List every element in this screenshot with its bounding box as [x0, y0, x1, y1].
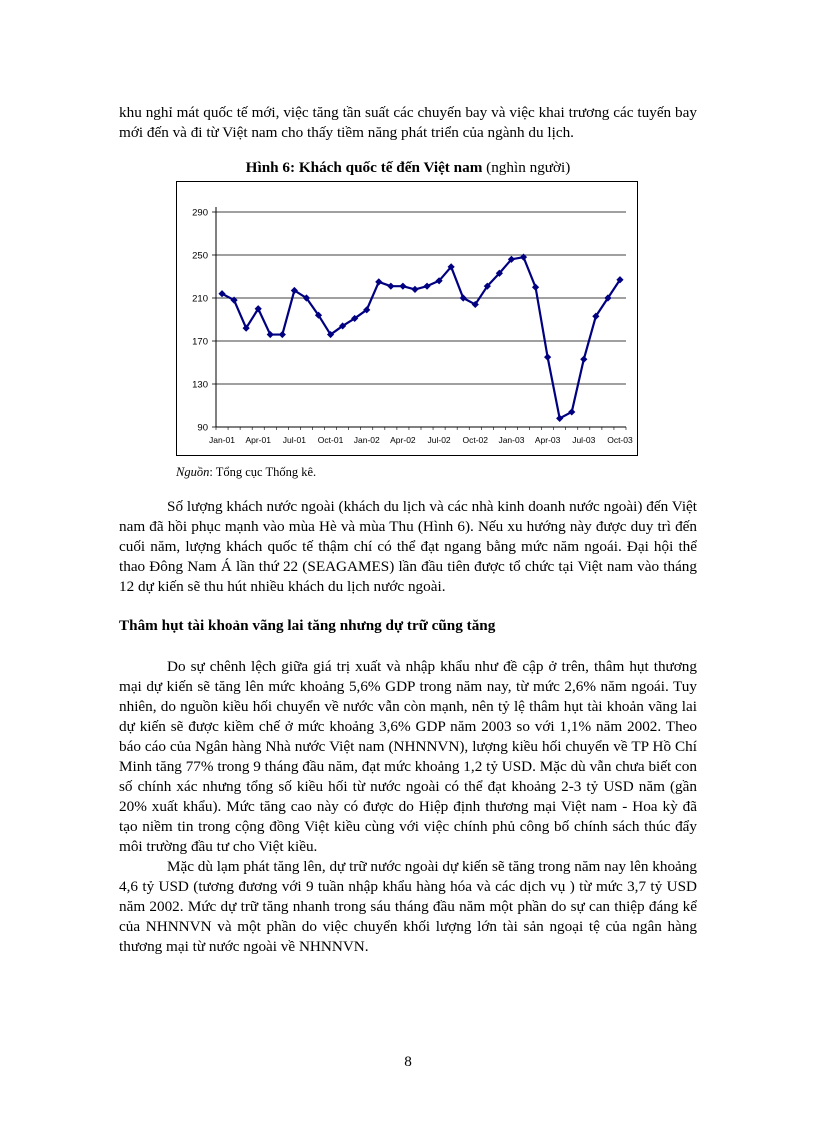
paragraph-3-text: Do sự chênh lệch giữa giá trị xuất và nhập khẩu như đề cập ở trên, thâm hụt thương mại dự kiến sẽ tăng lên mức khoảng 5,6% GDP trong năm nay, từ mức 2,6% năm ngoái. Tuy nhiên, do nguồn kiều hối chuyển về nước vẫn còn mạnh, nên tỷ lệ thâm hụt tài khoản vãng lai dự kiến sẽ được kiềm chế ở mức khoảng 3,6% GDP năm 2003 so với 1,1% năm 2002. Theo báo cáo của Ngân hàng Nhà nước Việt nam (NHNNVN), lượng kiều hối chuyển về TP Hồ Chí Minh tăng 77% trong 9 tháng đầu năm, đạt mức khoảng 1,2 tỷ USD. Mặc dù vẫn chưa biết con số chính xác nhưng tổng số kiều hối từ nước ngoài có thể đạt khoảng 2-3 tỷ USD năm (gần 20% xuất khẩu). Mức tăng cao này có được do Hiệp định thương mại Việt nam - Hoa kỳ đã tạo niềm tin trong cộng đồng Việt kiều cùng với việc chính phủ công bố chính sách thúc đẩy môi trường đầu tư cho Việt kiều. — [119, 658, 697, 855]
figure-title-bold: Hình 6: Khách quốc tế đến Việt nam — [245, 159, 483, 176]
x-tick-label-apr-01: Apr-01 — [245, 435, 271, 445]
paragraph-2 — [119, 497, 697, 597]
y-tick-label-250: 250 — [192, 250, 208, 262]
line-chart — [176, 181, 638, 456]
x-tick-label-oct-01: Oct-01 — [317, 435, 344, 445]
y-tick-label-90: 90 — [197, 422, 208, 434]
x-tick-label-apr-02: Apr-02 — [390, 435, 416, 445]
paragraph-4-text: Mặc dù lạm phát tăng lên, dự trữ nước ngoài dự kiến sẽ tăng trong năm nay lên khoảng 4,6 tỷ USD (tương đương với 9 tuần nhập khẩu hàng hóa và các dịch vụ ) từ mức 3,7 tỷ USD năm 2002. Mức dự trữ tăng nhanh trong sáu tháng đầu năm một phần do sự can thiệp đáng kể của NHNNVN và một phần do việc chuyển khối lượng lớn tài sản ngoại tệ của ngân hàng thương mại từ nước ngoài về NHNNVN. — [119, 858, 697, 955]
source-text: : Tổng cục Thống kê. — [209, 465, 317, 479]
y-tick-label-210: 210 — [192, 293, 208, 305]
x-tick-label-oct-03: Oct-03 — [607, 435, 633, 445]
figure-source — [176, 465, 316, 480]
x-tick-label-jul-01: Jul-01 — [282, 435, 306, 445]
chart-container — [176, 181, 638, 456]
x-tick-label-jan-02: Jan-02 — [353, 435, 380, 445]
y-tick-label-170: 170 — [192, 336, 208, 348]
figure-title — [120, 158, 696, 178]
paragraph-2-text: Số lượng khách nước ngoài (khách du lịch và các nhà kinh doanh nước ngoài) đến Việt nam đã hồi phục mạnh vào mùa Hè và mùa Thu (Hình 6). Nếu xu hướng này được duy trì đến cuối năm, lượng khách quốc tế thậm chí có thể đạt ngang bằng mức năm ngoái. Đại hội thể thao Đông Nam Á lần thứ 22 (SEAGAMES) lần đầu tiên được tổ chức tại Việt nam vào tháng 12 dự kiến sẽ thu hút nhiều khách du lịch nước ngoài. — [119, 498, 697, 595]
source-label: Nguồn — [176, 465, 210, 479]
intro-paragraph-text: khu nghỉ mát quốc tế mới, việc tăng tần suất các chuyến bay và việc khai trương các tuyến bay mới đến và đi từ Việt nam cho thấy tiềm năng phát triển của ngành du lịch. — [119, 104, 697, 141]
intro-paragraph — [119, 103, 697, 143]
x-tick-label-apr-03: Apr-03 — [534, 435, 561, 445]
figure-title-unit: (nghìn người) — [482, 159, 571, 176]
x-tick-label-jan-03: Jan-03 — [498, 435, 525, 445]
x-tick-label-jan-01: Jan-01 — [209, 435, 236, 445]
x-tick-label-jul-02: Jul-02 — [427, 435, 451, 445]
y-tick-label-130: 130 — [192, 379, 208, 391]
paragraph-4 — [119, 857, 697, 957]
x-tick-label-oct-02: Oct-02 — [462, 435, 489, 445]
y-tick-label-290: 290 — [192, 207, 208, 219]
page-number: 8 — [404, 1053, 412, 1070]
section-heading: Thâm hụt tài khoản vãng lai tăng nhưng dự trữ cũng tăng — [119, 617, 496, 634]
x-tick-label-jul-03: Jul-03 — [572, 435, 596, 445]
paragraph-3 — [119, 657, 697, 857]
